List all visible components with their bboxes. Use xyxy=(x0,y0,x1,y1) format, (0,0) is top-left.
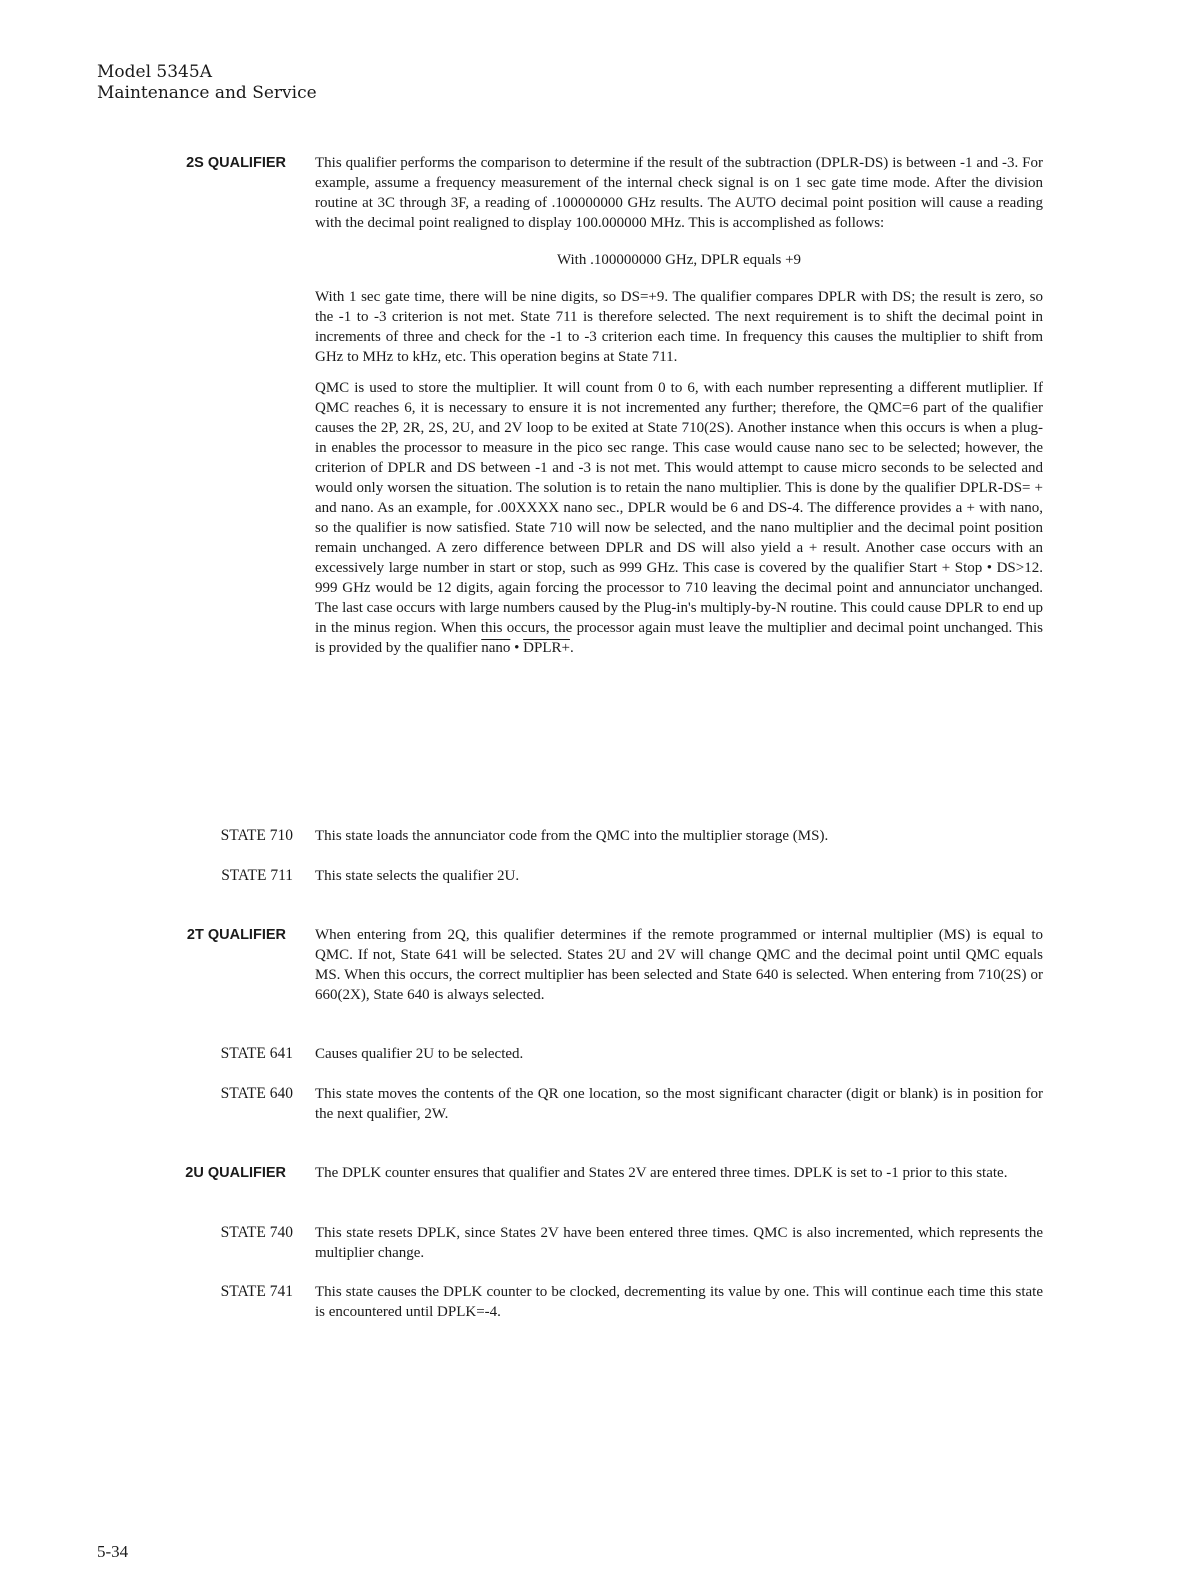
page-number: 5-34 xyxy=(97,1542,129,1561)
state-text: This state resets DPLK, since States 2V have been entered three times. QMC is also incremented, which represents the multiplier change. xyxy=(315,1225,1043,1261)
state-text: Causes qualifier 2U to be selected. xyxy=(315,1046,524,1062)
paragraph: With 1 sec gate time, there will be nine digits, so DS=+9. The qualifier compares DPLR with DS; the result is zero, so the -1 to -3 criterion is not met. State 711 is therefore selected. The next requirement is to shift the decimal point in increments of three and check for the -1 to -3 criterion each time. In frequency this causes the multiplier to shift from GHz to MHz to kHz, etc. This operation begins at State 711. xyxy=(315,289,1043,365)
state-text: This state loads the annunciator code from the QMC into the multiplier storage (MS). xyxy=(315,828,829,844)
section-label: 2S QUALIFIER xyxy=(186,155,286,171)
state-text: This state moves the contents of the QR one location, so the most significant character (digit or blank) is in position for the next qualifier, 2W. xyxy=(315,1086,1043,1122)
paragraph xyxy=(315,378,1043,658)
section-body: When entering from 2Q, this qualifier determines if the remote programmed or internal multiplier (MS) is equal to QMC. If not, State 641 will be selected. States 2U and 2V will change QMC and the decimal point until QMC equals MS. When this occurs, the correct multiplier has been selected and State 640 is selected. When entering from 710(2S) or 660(2X), State 640 is always selected. xyxy=(315,927,1043,1003)
section-title: Maintenance and Service xyxy=(97,83,317,103)
page-header xyxy=(97,62,317,104)
paragraph-end: . xyxy=(569,640,574,656)
state-label: STATE 641 xyxy=(220,1045,293,1062)
paragraph: This qualifier performs the comparison to determine if the result of the subtraction (DPLR-DS) is between -1 and -3. For example, assume a frequency measurement of the internal check signal is on 1 sec gate time mode. After the division routine at 3C through 3F, a reading of .100000000 GHz results. The AUTO decimal point position will cause a reading with the decimal point realigned to display 100.000000 MHz. This is accomplished as follows: xyxy=(315,155,1043,231)
state-label: STATE 711 xyxy=(221,867,293,884)
section-label: 2U QUALIFIER xyxy=(185,1165,286,1181)
section-body: The DPLK counter ensures that qualifier and States 2V are entered three times. DPLK is set to -1 prior to this state. xyxy=(315,1165,1008,1181)
state-text: This state selects the qualifier 2U. xyxy=(315,868,520,884)
paragraph-text: QMC is used to store the multiplier. It will count from 0 to 6, with each number representing a different mutliplier. If QMC reaches 6, it is necessary to ensure it is not incremented any further; therefore, the QMC=6 part of the qualifier causes the 2P, 2R, 2S, 2U, and 2V loop to be exited at State 710(2S). Another instance when this occurs is when a plug-in enables the processor to measure in the pico sec range. This case would cause nano sec to be selected; however, the criterion of DPLR and DS between -1 and -3 is not met. This would attempt to cause micro seconds to be selected and would only worsen the situation. The solution is to retain the nano multiplier. This is done by the qualifier DPLR-DS= + and nano. As an example, for .00XXXX nano sec., DPLR would be 6 and DS-4. The difference provides a + with nano, so the qualifier is now satisfied. State 710 will now be selected, and the nano multiplier and the decimal point position remain unchanged. A zero difference between DPLR and DS will also yield a + result. Another case occurs with an excessively large number in start or stop, such as 999 GHz. This case is covered by the qualifier Start + Stop • DS>12. 999 GHz would be 12 digits, again forcing the processor to 710 leaving the decimal point and annunciator unchanged. The last case occurs with large numbers caused by the Plug-in's multiply-by-N routine. This could cause DPLR to end up in the minus region. When this occurs, the processor again must leave the multiplier and decimal point unchanged. This is provided by the qualifier xyxy=(315,380,1043,656)
model-title: Model 5345A xyxy=(97,62,212,82)
dplr-overline: DPLR+ xyxy=(523,640,570,656)
state-text: This state causes the DPLK counter to be clocked, decrementing its value by one. This will continue each time this state is encountered until DPLK=-4. xyxy=(315,1284,1043,1320)
centered-equation: With .100000000 GHz, DPLR equals +9 xyxy=(556,252,802,268)
state-label: STATE 740 xyxy=(220,1224,293,1241)
bullet-operator: • xyxy=(510,640,524,656)
section-label: 2T QUALIFIER xyxy=(186,927,286,943)
state-label: STATE 640 xyxy=(220,1085,293,1102)
nano-overline: nano xyxy=(481,640,511,656)
state-label: STATE 741 xyxy=(220,1283,293,1300)
section-body xyxy=(315,153,1043,658)
state-label: STATE 710 xyxy=(220,827,293,844)
